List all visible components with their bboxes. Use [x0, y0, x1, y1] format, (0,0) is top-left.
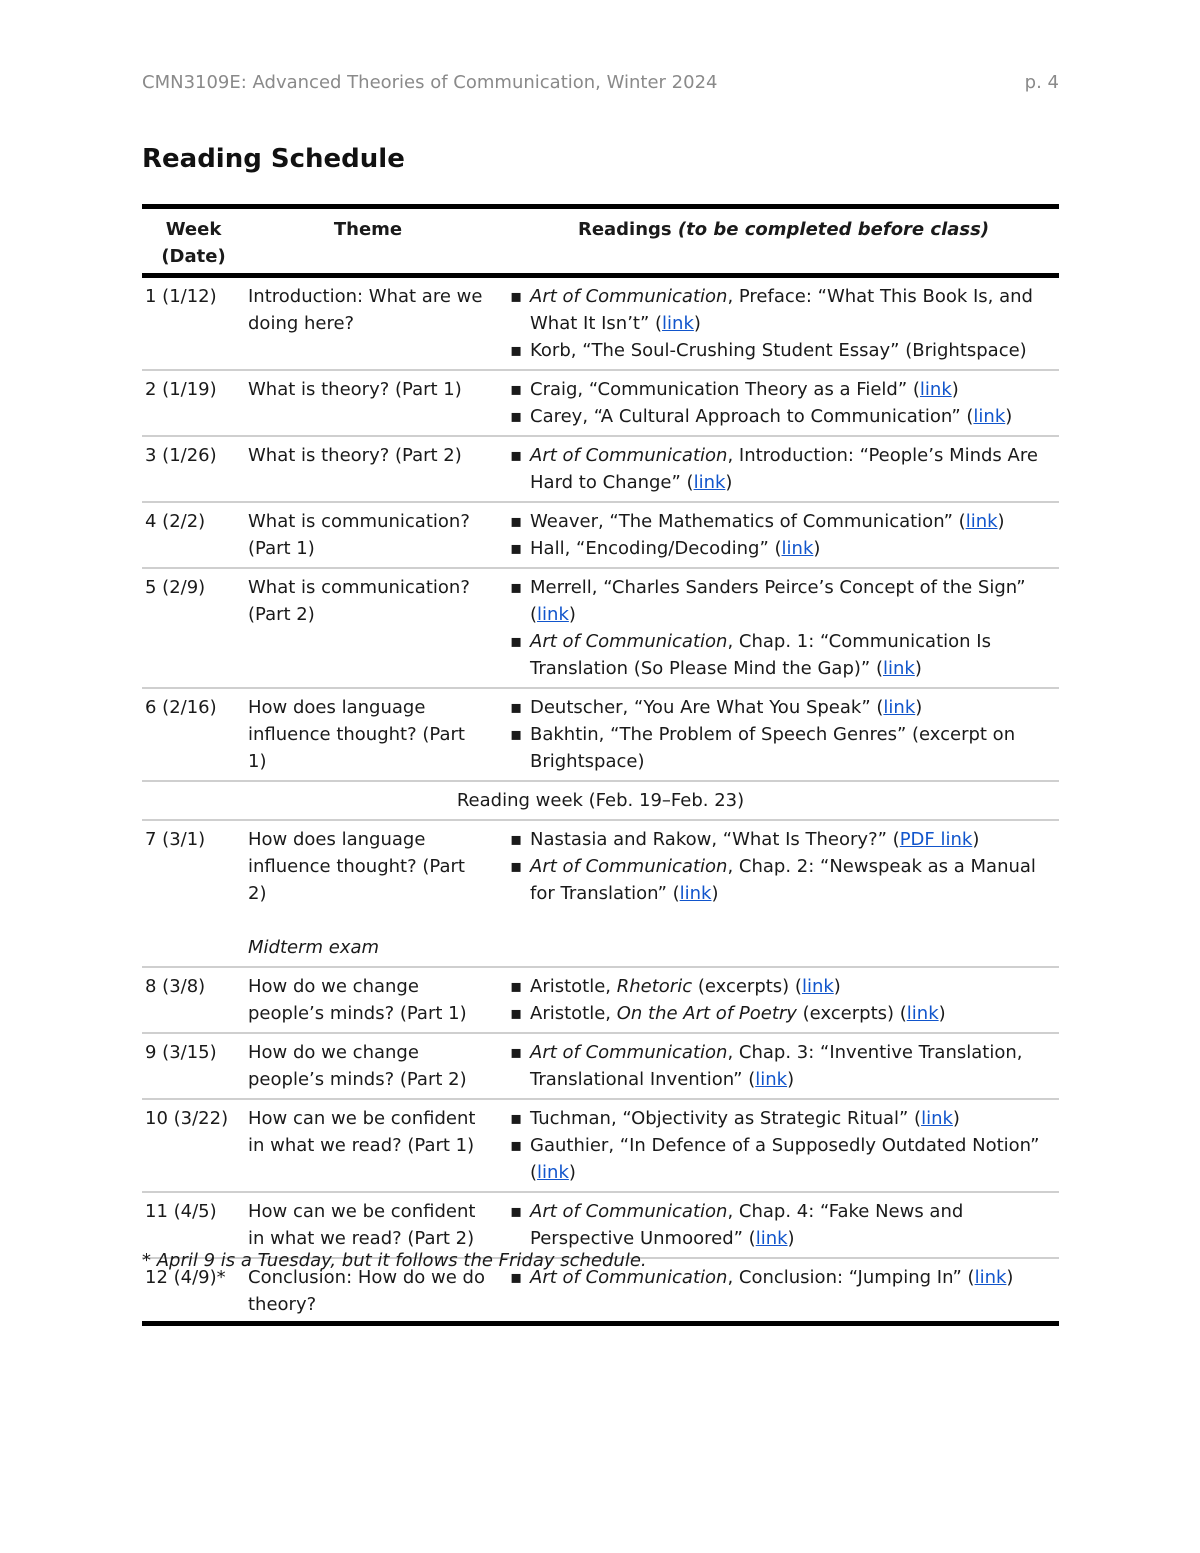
reading-text: , Chap. 2: “Newspeak as a Manual for Translation” ( [530, 856, 1036, 904]
reading-title: Art of Communication [530, 856, 728, 877]
reading-text: ) [914, 658, 922, 679]
reading-text: ) [915, 697, 923, 718]
reading-item [494, 1039, 1056, 1093]
week-date-cell: 11 (4/5) [142, 1192, 245, 1258]
bullet-icon: ▪ [510, 511, 523, 532]
theme-text: How do we change people’s minds? (Part 2) [248, 1042, 467, 1090]
table-row [142, 568, 1059, 688]
readings-cell [491, 1099, 1059, 1192]
reading-item [494, 508, 1056, 535]
theme-text: Introduction: What are we doing here? [248, 286, 483, 334]
bullet-icon: ▪ [510, 697, 523, 718]
reading-text: ) [951, 379, 959, 400]
reading-text: ) [997, 511, 1005, 532]
reading-text: , Conclusion: “Jumping In” ( [727, 1267, 975, 1288]
table-row [142, 370, 1059, 436]
reading-link[interactable]: link [537, 604, 569, 625]
table-row [142, 276, 1059, 371]
reading-text: Hall, “Encoding/Decoding” ( [530, 538, 782, 559]
reading-text: ) [1006, 1267, 1014, 1288]
reading-link[interactable]: link [919, 379, 952, 400]
reading-text: ) [1005, 406, 1013, 427]
reading-item [494, 1000, 1056, 1027]
reading-link[interactable]: link [537, 1162, 569, 1183]
reading-text: ) [952, 1108, 960, 1129]
reading-title: Art of Communication [530, 1267, 728, 1288]
bullet-icon: ▪ [510, 577, 523, 598]
readings-list [494, 826, 1056, 907]
readings-list [494, 1198, 1056, 1252]
week-date-cell: 2 (1/19) [142, 370, 245, 436]
theme-cell [245, 1192, 491, 1258]
readings-cell [491, 1192, 1059, 1258]
theme-cell [245, 502, 491, 568]
table-row [142, 820, 1059, 967]
week-date-cell: 4 (2/2) [142, 502, 245, 568]
reading-text: (excerpts) ( [796, 1003, 907, 1024]
reading-link[interactable]: link [965, 511, 998, 532]
reading-item [494, 283, 1056, 337]
reading-link[interactable]: PDF link [899, 829, 973, 850]
page-number: p. 4 [1024, 72, 1059, 93]
section-title: Reading Schedule [142, 144, 405, 174]
reading-text: Aristotle, [530, 976, 617, 997]
theme-text: How can we be confident in what we read? (Part 1) [248, 1108, 476, 1156]
readings-list [494, 694, 1056, 775]
footnote: * April 9 is a Tuesday, but it follows the Friday schedule. [142, 1250, 647, 1271]
reading-item [494, 1198, 1056, 1252]
page-header [142, 72, 1059, 100]
theme-text: What is theory? (Part 2) [248, 445, 462, 466]
week-date-cell: 9 (3/15) [142, 1033, 245, 1099]
readings-list [494, 508, 1056, 562]
reading-text: Deutscher, “You Are What You Speak” ( [530, 697, 884, 718]
reading-text: Gauthier, “In Defence of a Supposedly Outdated Notion” ( [530, 1135, 1040, 1183]
table-row [142, 502, 1059, 568]
readings-list [494, 442, 1056, 496]
bullet-icon: ▪ [510, 1267, 523, 1288]
theme-note: Midterm exam [248, 937, 380, 958]
theme-text: What is communication? (Part 1) [248, 511, 470, 559]
reading-item [494, 1132, 1056, 1186]
theme-cell [245, 436, 491, 502]
reading-link[interactable]: link [921, 1108, 953, 1129]
reading-item [494, 337, 1056, 364]
table-row [142, 436, 1059, 502]
reading-text: Merrell, “Charles Sanders Peirce’s Concept of the Sign” ( [530, 577, 1026, 625]
week-date-cell: 8 (3/8) [142, 967, 245, 1033]
theme-text: How do we change people’s minds? (Part 1) [248, 976, 467, 1024]
bullet-icon: ▪ [510, 1003, 523, 1024]
reading-title: Art of Communication [530, 1042, 728, 1063]
bullet-icon: ▪ [510, 856, 523, 877]
reading-item [494, 853, 1056, 907]
reading-link[interactable]: link [755, 1228, 788, 1249]
reading-text: ) [787, 1228, 795, 1249]
theme-cell [245, 688, 491, 781]
week-date-cell: 5 (2/9) [142, 568, 245, 688]
reading-text: ) [568, 1162, 576, 1183]
readings-list [494, 1039, 1056, 1093]
reading-text: , Chap. 4: “Fake News and Perspective Unmoored” ( [530, 1201, 964, 1249]
readings-cell [491, 967, 1059, 1033]
bullet-icon: ▪ [510, 631, 523, 652]
reading-text: , Preface: “What This Book Is, and What It Isn’t” ( [530, 286, 1033, 334]
reading-item [494, 442, 1056, 496]
reading-title: Art of Communication [530, 445, 728, 466]
reading-item [494, 694, 1056, 721]
bullet-icon: ▪ [510, 379, 523, 400]
reading-text: Carey, “A Cultural Approach to Communication” ( [530, 406, 974, 427]
reading-text: Aristotle, [530, 1003, 617, 1024]
reading-text: ) [568, 604, 576, 625]
reading-item [494, 628, 1056, 682]
reading-item [494, 535, 1056, 562]
bullet-icon: ▪ [510, 976, 523, 997]
reading-text: Craig, “Communication Theory as a Field” ( [530, 379, 920, 400]
reading-schedule-table [142, 204, 1059, 1326]
reading-text: Nastasia and Rakow, “What Is Theory?” ( [530, 829, 900, 850]
bullet-icon: ▪ [510, 445, 523, 466]
reading-text: , Introduction: “People’s Minds Are Hard to Change” ( [530, 445, 1038, 493]
readings-cell [491, 1033, 1059, 1099]
table-row [142, 1033, 1059, 1099]
reading-link[interactable]: link [801, 976, 834, 997]
reading-item [494, 973, 1056, 1000]
course-title: CMN3109E: Advanced Theories of Communication, Winter 2024 [142, 72, 718, 93]
reading-link[interactable]: link [973, 406, 1006, 427]
bullet-icon: ▪ [510, 406, 523, 427]
theme-text: What is communication? (Part 2) [248, 577, 470, 625]
theme-cell [245, 1099, 491, 1192]
reading-text: ) [972, 829, 980, 850]
readings-cell [491, 502, 1059, 568]
theme-cell [245, 1033, 491, 1099]
header-week [142, 207, 245, 276]
reading-text: ) [693, 313, 701, 334]
reading-title: Art of Communication [530, 1201, 728, 1222]
reading-text: ) [787, 1069, 795, 1090]
reading-link[interactable]: link [781, 538, 814, 559]
reading-item [494, 376, 1056, 403]
bullet-icon: ▪ [510, 829, 523, 850]
week-date-cell: 3 (1/26) [142, 436, 245, 502]
table-row [142, 1192, 1059, 1258]
theme-text: How does language influence thought? (Part 2) [248, 829, 465, 904]
bullet-icon: ▪ [510, 1135, 523, 1156]
reading-text: ) [833, 976, 841, 997]
theme-text: What is theory? (Part 1) [248, 379, 462, 400]
week-date-cell: 6 (2/16) [142, 688, 245, 781]
reading-item [494, 403, 1056, 430]
readings-list [494, 376, 1056, 430]
bullet-icon: ▪ [510, 538, 523, 559]
reading-title: Art of Communication [530, 631, 728, 652]
header-readings-label: Readings [577, 219, 672, 240]
week-date-cell: 10 (3/22) [142, 1099, 245, 1192]
reading-text: Bakhtin, “The Problem of Speech Genres” (excerpt on Brightspace) [530, 724, 1016, 772]
reading-item [494, 1105, 1056, 1132]
reading-text: ) [938, 1003, 946, 1024]
readings-list [494, 1105, 1056, 1186]
table-row [142, 1099, 1059, 1192]
readings-cell [491, 370, 1059, 436]
theme-text: How does language influence thought? (Part 1) [248, 697, 465, 772]
header-theme: Theme [245, 207, 491, 276]
reading-text: Tuchman, “Objectivity as Strategic Ritual” ( [530, 1108, 922, 1129]
bullet-icon: ▪ [510, 286, 523, 307]
reading-link[interactable]: link [974, 1267, 1007, 1288]
header-date-label: (Date) [161, 246, 226, 267]
reading-link[interactable]: link [882, 658, 915, 679]
reading-item [494, 721, 1056, 775]
reading-link[interactable]: link [662, 313, 694, 334]
bullet-icon: ▪ [510, 724, 523, 745]
week-date-cell: 7 (3/1) [142, 820, 245, 967]
reading-text: ) [725, 472, 733, 493]
theme-cell [245, 568, 491, 688]
reading-week-row [142, 781, 1059, 820]
reading-title: Rhetoric [616, 976, 693, 997]
reading-text: , Chap. 1: “Communication Is Translation (So Please Mind the Gap)” ( [530, 631, 991, 679]
reading-title: On the Art of Poetry [616, 1003, 797, 1024]
reading-item [494, 826, 1056, 853]
table-row [142, 688, 1059, 781]
header-readings-note: (to be completed before class) [677, 219, 990, 240]
theme-cell [245, 276, 491, 371]
readings-list [494, 973, 1056, 1027]
reading-link[interactable]: link [883, 697, 916, 718]
readings-cell [491, 276, 1059, 371]
reading-text: , Chap. 3: “Inventive Translation, Translational Invention” ( [530, 1042, 1023, 1090]
bullet-icon: ▪ [510, 1042, 523, 1063]
table-header-row [142, 207, 1059, 276]
reading-text: Weaver, “The Mathematics of Communication” ( [530, 511, 966, 532]
week-date-cell: 12 (4/9)* [142, 1258, 245, 1324]
readings-cell [491, 568, 1059, 688]
readings-cell [491, 436, 1059, 502]
table-body [142, 276, 1059, 1324]
theme-cell [245, 370, 491, 436]
theme-text: Conclusion: How do we do theory? [248, 1267, 485, 1315]
header-readings [491, 207, 1059, 276]
theme-cell [245, 820, 491, 967]
bullet-icon: ▪ [510, 340, 523, 361]
reading-link[interactable]: link [693, 472, 726, 493]
week-date-cell: 1 (1/12) [142, 276, 245, 371]
header-week-label: Week [165, 219, 222, 240]
theme-cell [245, 967, 491, 1033]
bullet-icon: ▪ [510, 1108, 523, 1129]
reading-text: ) [711, 883, 719, 904]
table-row [142, 967, 1059, 1033]
reading-link[interactable]: link [679, 883, 712, 904]
reading-link[interactable]: link [755, 1069, 788, 1090]
reading-item [494, 574, 1056, 628]
reading-title: Art of Communication [530, 286, 728, 307]
readings-cell [491, 820, 1059, 967]
theme-text: How can we be confident in what we read? (Part 2) [248, 1201, 476, 1249]
bullet-icon: ▪ [510, 1201, 523, 1222]
reading-link[interactable]: link [906, 1003, 939, 1024]
reading-text: (excerpts) ( [692, 976, 802, 997]
reading-text: ) [813, 538, 821, 559]
reading-week-cell: Reading week (Feb. 19–Feb. 23) [142, 781, 1059, 820]
reading-text: Korb, “The Soul-Crushing Student Essay” (Brightspace) [530, 340, 1027, 361]
readings-list [494, 574, 1056, 682]
readings-list [494, 283, 1056, 364]
readings-cell [491, 688, 1059, 781]
